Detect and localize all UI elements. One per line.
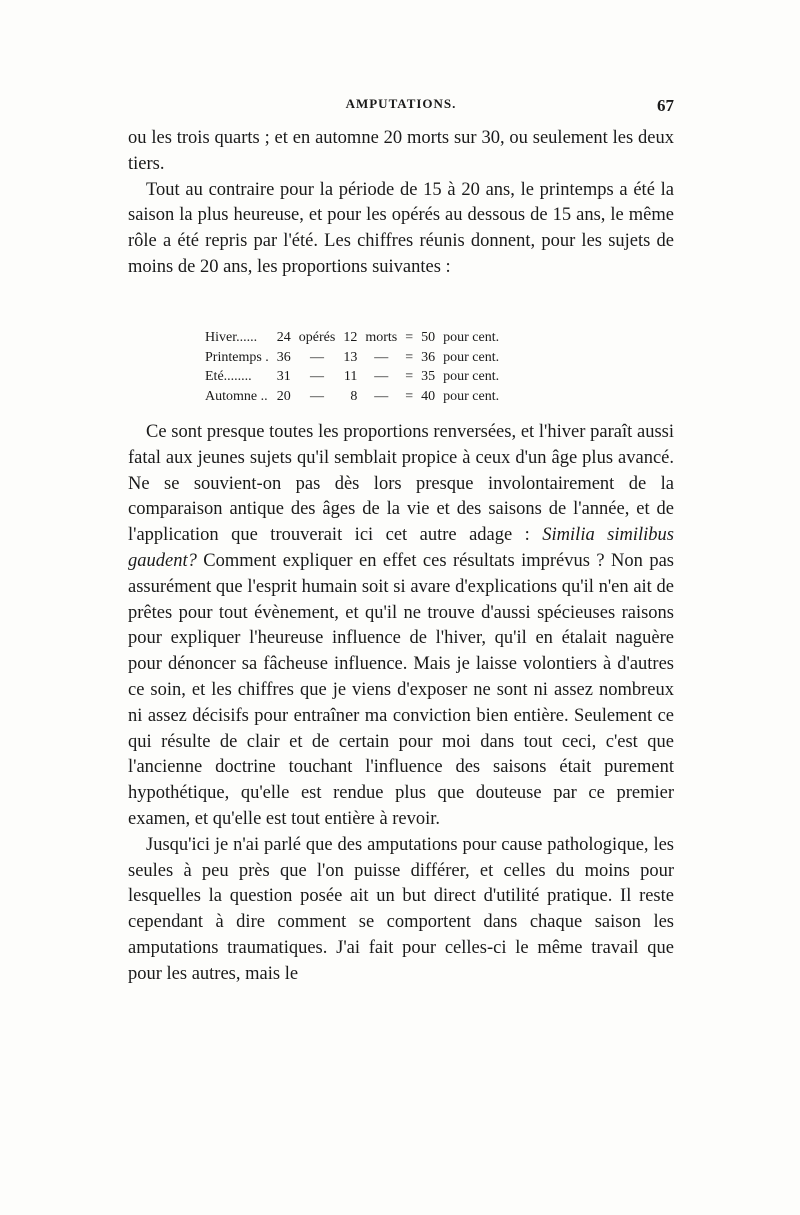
stats-cell-operated: 31 <box>276 369 291 384</box>
stats-cell-unit: pour cent. <box>443 330 500 345</box>
stats-cell-eq: = <box>405 349 414 365</box>
stats-cell-eq: = <box>405 388 414 404</box>
stats-row <box>205 387 503 407</box>
stats-row <box>205 328 503 348</box>
page-number: 67 <box>657 96 674 115</box>
paragraph-3 <box>128 420 674 833</box>
stats-cell-operated: 36 <box>276 349 291 365</box>
latin-adage: Similia similibus gaudent? <box>128 525 674 571</box>
stats-cell-unit: pour cent. <box>443 369 500 384</box>
stats-cell-rate: 36 <box>421 349 436 365</box>
stats-row <box>205 348 503 368</box>
stats-cell-deaths-label: — <box>374 369 389 384</box>
page-header <box>128 96 674 122</box>
stats-cell-deaths-label: — <box>374 349 389 365</box>
stats-cell-rate: 35 <box>421 369 436 384</box>
stats-cell-eq: = <box>405 330 414 345</box>
stats-cell-deaths-label: — <box>374 388 389 404</box>
stats-cell-operated-label: — <box>310 369 325 384</box>
stats-cell-deaths-label: morts <box>365 330 398 345</box>
stats-row <box>205 367 503 387</box>
paragraph-1: ou les trois quarts ; et en automne 20 morts sur 30, ou seulement les deux tiers. <box>128 128 674 174</box>
stats-cell-eq: = <box>405 369 414 384</box>
stats-cell-operated: 24 <box>276 330 291 345</box>
paragraph-3-part-2: Comment expliquer en effet ces résultats imprévus ? Non pas assurément que l'esprit humain soit si avare d'explications qu'il n'en ait de prêtes pour tout évènement, et qu'il ne trouve d'aussi spécieuses raisons pour expliquer l'heureuse influence de l'hiver, qu'il en étalait naguère pour dénoncer sa fâcheuse influence. Mais je laisse volontiers à d'autres ce soin, et les chiffres que je viens d'exposer ne sont ni assez nombreux ni assez décisifs pour entraîner ma conviction bien entière. Seulement ce qui résulte de clair et de certain pour moi dans tout ceci, c'est que l'ancienne doctrine touchant l'influence des saisons était purement hypothétique, qu'elle est rendue plus que douteuse par ce premier examen, et qu'elle est tout entière à revoir. <box>128 550 674 829</box>
stats-cell-unit: pour cent. <box>443 388 500 404</box>
stats-cell-rate: 50 <box>421 330 436 345</box>
stats-cell-rate: 40 <box>421 388 436 404</box>
text-block-top <box>128 126 674 281</box>
stats-cell-deaths: 8 <box>350 388 358 404</box>
stats-cell-deaths: 13 <box>343 349 358 365</box>
stats-cell-season: Hiver...... <box>205 330 258 345</box>
stats-table <box>205 328 503 406</box>
paragraph-2: Tout au contraire pour la période de 15 à 20 ans, le printemps a été la saison la plus heureuse, et pour les opérés au dessous de 15 ans, le même rôle a été repris par l'été. Les chiffres réunis donnent, pour les sujets de moins de 20 ans, les proportions suivantes : <box>128 179 674 277</box>
running-title: AMPUTATIONS. <box>345 96 457 111</box>
stats-cell-unit: pour cent. <box>443 349 500 365</box>
stats-cell-operated-label: opérés <box>298 330 336 345</box>
stats-cell-season: Automne .. <box>205 388 268 404</box>
stats-cell-operated-label: — <box>310 388 325 404</box>
stats-cell-season: Printemps . <box>205 349 269 365</box>
stats-cell-operated-label: — <box>310 349 325 365</box>
stats-cell-operated: 20 <box>276 388 291 404</box>
stats-cell-deaths: 11 <box>343 369 358 384</box>
stats-cell-deaths: 12 <box>343 330 358 345</box>
text-block-bottom <box>128 420 674 988</box>
paragraph-4: Jusqu'ici je n'ai parlé que des amputations pour cause pathologique, les seules à peu près que l'on puisse différer, et celles du moins pour lesquelles la question posée ait un but direct d'utilité pratique. Il reste cependant à dire comment se comportent dans chaque saison les amputations traumatiques. J'ai fait pour celles-ci le même travail que pour les autres, mais le <box>128 834 674 984</box>
stats-cell-season: Eté........ <box>205 369 252 384</box>
paragraph-3-part-1: Ce sont presque toutes les proportions renversées, et l'hiver paraît aussi fatal aux jeunes sujets qu'il semblait propice à ceux d'un âge plus avancé. Ne se souvient-on pas dès lors presque involontairement de la comparaison antique des âges de la vie et des saisons de l'année, et de l'application que trouverait ici cet autre adage : <box>128 422 674 546</box>
